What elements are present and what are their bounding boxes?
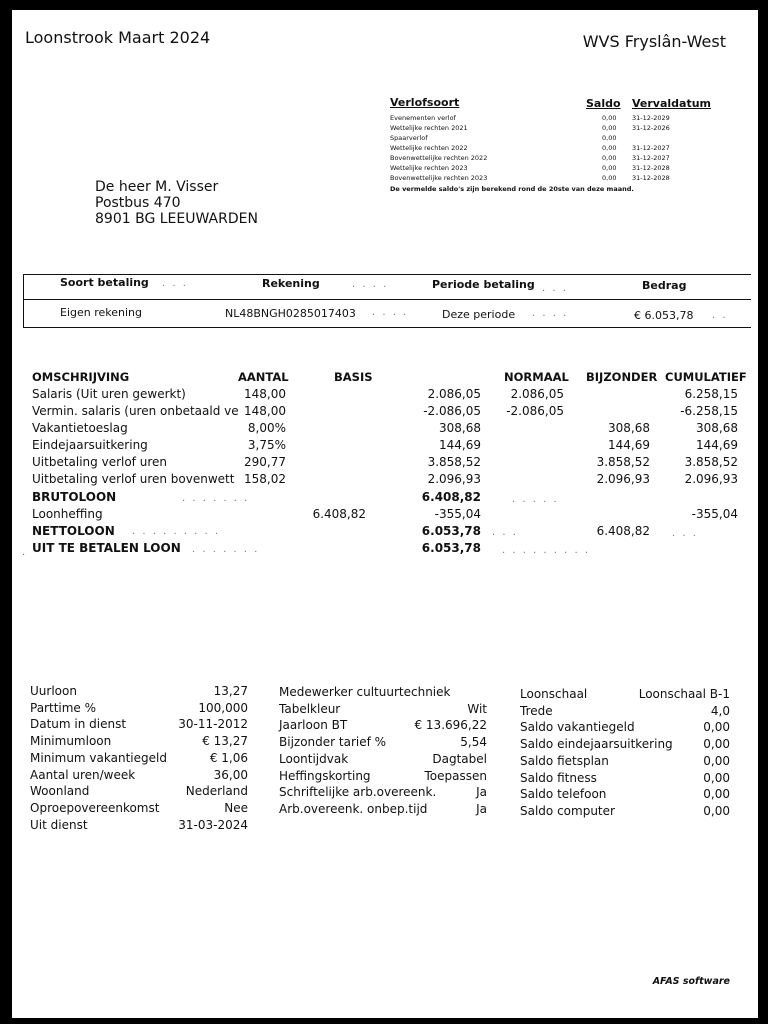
table-row: [12, 438, 758, 455]
leave-type: Bovenwettelijke rechten 2022: [390, 154, 488, 162]
detail-value: 0,00: [703, 720, 730, 735]
tax-amount: -355,04: [434, 507, 481, 521]
leave-expiry: 31-12-2027: [632, 154, 670, 162]
detail-value: 13,27: [213, 684, 248, 698]
detail-label: Oproepovereenkomst: [30, 800, 160, 815]
item-amount: 308,68: [439, 421, 481, 435]
net-amount: 6.053,78: [421, 524, 481, 538]
item-count: 290,77: [244, 455, 286, 469]
employer-name: WVS Fryslân-West: [582, 32, 726, 51]
leave-expiry: 31-12-2029: [632, 114, 670, 122]
detail-value: 0,00: [703, 770, 730, 785]
tax-cumulative: -355,04: [691, 507, 738, 521]
col-header-basis: BASIS: [334, 370, 373, 384]
item-amount: 2.086,05: [427, 387, 481, 401]
detail-label: Uurloon: [30, 684, 77, 698]
leave-balance: 0,00: [602, 174, 617, 182]
item-amount: 3.858,52: [427, 455, 481, 469]
col-header-count: AANTAL: [238, 370, 289, 384]
address-line-pobox: Postbus 470: [95, 195, 181, 211]
detail-label: Loontijdvak: [279, 751, 349, 766]
items-header-row: [12, 370, 758, 387]
leave-type: Spaarverlof: [390, 134, 428, 142]
leave-expiry: 31-12-2028: [632, 174, 670, 182]
payslip-title: Loonstrook Maart 2024: [25, 28, 211, 47]
payment-header-period: Periode betaling: [432, 278, 535, 291]
detail-label: Minimum vakantiegeld: [30, 750, 167, 765]
detail-label: Heffingskorting: [279, 768, 371, 783]
col-header-normal: NORMAAL: [504, 370, 569, 384]
detail-value: 31-03-2024: [178, 817, 248, 832]
payment-account: NL48BNGH0285017403: [225, 307, 356, 320]
detail-label: Saldo computer: [520, 803, 615, 818]
tax-label: Loonheffing: [32, 507, 103, 521]
detail-label: Datum in dienst: [30, 717, 127, 732]
net-special: 6.408,82: [596, 524, 650, 538]
item-normal: -2.086,05: [506, 404, 564, 418]
detail-value: 36,00: [213, 767, 248, 782]
table-row: [12, 455, 758, 472]
detail-value: 0,00: [703, 737, 730, 752]
leave-balance: 0,00: [602, 144, 617, 152]
item-desc: Uitbetaling verlof uren bovenwett: [32, 472, 235, 486]
address-line-city: 8901 BG LEEUWARDEN: [95, 211, 258, 227]
col-header-special: BIJZONDER: [586, 370, 658, 384]
detail-label: Aantal uren/week: [30, 767, 136, 782]
leave-balance: 0,00: [602, 124, 617, 132]
item-desc: Eindejaarsuitkering: [32, 438, 148, 452]
detail-value: 0,00: [703, 803, 730, 818]
leave-type: Wettelijke rechten 2022: [390, 144, 468, 152]
detail-label: Jaarloon BT: [279, 718, 348, 733]
detail-label: Bijzonder tarief %: [279, 735, 387, 750]
afas-logo: AFAS software: [652, 976, 730, 987]
detail-value: Nederland: [185, 784, 248, 799]
item-count: 3,75%: [247, 438, 286, 452]
payment-type: Eigen rekening: [60, 306, 143, 319]
table-row: [12, 472, 758, 489]
leave-expiry: 31-12-2028: [632, 164, 670, 172]
item-special: 3.858,52: [596, 455, 650, 469]
payment-period: Deze periode: [442, 308, 516, 321]
item-cumulative: 3.858,52: [684, 455, 738, 469]
detail-label: Trede: [520, 703, 553, 718]
gross-label: BRUTOLOON: [32, 490, 117, 504]
item-amount: -2.086,05: [423, 404, 481, 418]
item-normal: 2.086,05: [510, 387, 564, 401]
detail-label: Medewerker cultuurtechniek: [279, 685, 451, 699]
detail-label: Tabelkleur: [279, 701, 341, 716]
gross-row: [12, 490, 758, 507]
tax-basis: 6.408,82: [312, 507, 366, 521]
address-line-name: De heer M. Visser: [95, 179, 219, 195]
pay-label: UIT TE BETALEN LOON: [32, 541, 181, 555]
detail-label: Loonschaal: [520, 687, 588, 701]
payment-header-account: Rekening: [262, 277, 320, 290]
item-cumulative: 6.258,15: [684, 387, 738, 401]
item-special: 308,68: [608, 421, 650, 435]
detail-value: 100,000: [198, 700, 248, 715]
leave-balance: 0,00: [602, 164, 617, 172]
leave-expiry: 31-12-2027: [632, 144, 670, 152]
leave-type: Evenementen verlof: [390, 114, 456, 122]
detail-label: Minimumloon: [30, 734, 112, 749]
item-desc: Vermin. salaris (uren onbetaald ve: [32, 404, 239, 418]
item-cumulative: 2.096,93: [684, 472, 738, 486]
tax-row: [12, 507, 758, 524]
leave-type: Bovenwettelijke rechten 2023: [390, 174, 488, 182]
detail-label: Saldo vakantiegeld: [520, 720, 635, 735]
item-count: 148,00: [244, 387, 286, 401]
net-label: NETTOLOON: [32, 524, 115, 538]
item-special: 144,69: [608, 438, 650, 452]
item-amount: 2.096,93: [427, 472, 481, 486]
detail-value: Ja: [476, 801, 487, 816]
detail-value: Nee: [224, 800, 248, 815]
detail-value: Toepassen: [424, 768, 487, 783]
leave-header-balance: Saldo: [586, 97, 621, 110]
col-header-desc: OMSCHRIJVING: [32, 370, 130, 384]
item-count: 158,02: [244, 472, 286, 486]
leave-note: De vermelde saldo's zijn berekend rond de 20ste van deze maand.: [390, 185, 634, 193]
item-cumulative: 144,69: [696, 438, 738, 452]
leave-expiry: 31-12-2026: [632, 124, 670, 132]
col-header-cumulative: CUMULATIEF: [665, 370, 747, 384]
detail-label: Arb.overeenk. onbep.tijd: [279, 801, 428, 816]
payment-header-type: Soort betaling: [60, 276, 149, 289]
detail-label: Schriftelijke arb.overeenk.: [279, 785, 437, 800]
detail-label: Woonland: [30, 784, 90, 799]
detail-label: Saldo eindejaarsuitkering: [520, 737, 673, 752]
leave-balance: 0,00: [602, 154, 617, 162]
item-count: 8,00%: [247, 421, 286, 435]
detail-value: € 13,27: [202, 734, 248, 749]
detail-value: 0,00: [703, 787, 730, 802]
detail-value: 4,0: [710, 703, 730, 718]
detail-value: € 1,06: [209, 750, 248, 765]
detail-value: 30-11-2012: [178, 717, 248, 732]
pay-amount: 6.053,78: [421, 541, 481, 555]
leave-header-type: Verlofsoort: [390, 96, 460, 109]
net-row: [12, 524, 758, 541]
item-cumulative: -6.258,15: [680, 404, 738, 418]
detail-value: Wit: [467, 701, 487, 716]
detail-value: 0,00: [703, 753, 730, 768]
leave-header-expiry: Vervaldatum: [632, 97, 712, 110]
leave-type: Wettelijke rechten 2023: [390, 164, 468, 172]
pay-row: [12, 541, 758, 558]
detail-value: Ja: [476, 785, 487, 800]
detail-label: Saldo fitness: [520, 770, 597, 785]
item-desc: Salaris (Uit uren gewerkt): [32, 387, 186, 401]
gross-amount: 6.408,82: [421, 490, 481, 504]
item-desc: Vakantietoeslag: [32, 421, 128, 435]
detail-label: Uit dienst: [30, 817, 88, 832]
detail-value: Dagtabel: [432, 751, 487, 766]
table-row: [12, 404, 758, 421]
table-row: [12, 421, 758, 438]
leave-balance: 0,00: [602, 134, 617, 142]
payslip-page: Loonstrook Maart 2024 WVS Fryslân-West Verlofsoort Saldo Vervaldatum Evenementen verlof 0,00 31-12-2029 Wettelijke rechten 2021 0,00 31-12-2026 Spaarverlof 0,00 Wettelijke rechten 2022 0,00 31-12-2027 Bovenwettelijke rechten 2022 0,00 31-12-2027 Wettelijke rechten 2023 0,00 31-12-2028 Bovenwettelijke rechten 2023 0,00 31-12-2028 De vermelde saldo's zijn berekend rond de 20ste van deze maand. De heer M. Visser Postbus 470 8901 BG LEEUWARDEN Soort betaling Rekening Periode betaling Bedrag Eigen rekening NL48BNGH0285017403 Deze periode € 6.053,78 · · · · · · · · · · · · · · · · · · · · OMSCHRIJVING AANTAL BASIS NORMAAL BIJZONDER CUMULATIEF Salaris (Uit uren gewerkt) 148,00 2.086,05 2.086,05 6.258,15 Vermin. salaris (uren onbetaald ve 148,00 -2.086,05 -2.086,05 -6.258,15 Vakantietoeslag 8,00% 308,68 308,68 308,68 Eindejaarsuitkering 3,75% 144,69 144,69 144,69 Uitbetaling verlof uren 290,77 3.858,52 3.858,52 3.858,52 Uitbetaling verlof uren bovenwett 158,02 2.096,93 2.096,93 2.096,93 BRUTOLOON 6.408,82 Loonheffing 6.408,82 -355,04 -355,04 NETTOLOON 6.053,78 6.408,82 UIT TE BETALEN LOON 6.053,78 · · · · · · · · · · · · · · · · · · · · · · · · · · · · · · · · · · · · · · · · · · · · Uurloon 13,27 Parttime % 100,000 Datum in dienst 30-11-2012 Minimumloon € 13,27 Minimum vakantiegeld € 1,06 Aantal uren/week 36,00 Woonland Nederland Oproepovereenkomst Nee Uit dienst 31-03-2024 Medewerker cultuurtechniek Tabelkleur Wit Jaarloon BT € 13.696,22 Bijzonder tarief % 5,54 Loontijdvak Dagtabel Heffingskorting Toepassen Schriftelijke arb.overeenk. Ja Arb.overeenk. onbep.tijd Ja Loonschaal Loonschaal B-1 Trede 4,0 Saldo vakantiegeld 0,00 Saldo eindejaarsuitkering 0,00 Saldo fietsplan 0,00 Saldo fitness 0,00 Saldo telefoon 0,00 Saldo computer 0,00 AFAS software: [12, 10, 758, 1018]
detail-label: Saldo fietsplan: [520, 753, 609, 768]
item-desc: Uitbetaling verlof uren: [32, 455, 167, 469]
payment-header-amount: Bedrag: [642, 279, 687, 292]
payment-amount: € 6.053,78: [634, 309, 694, 322]
item-cumulative: 308,68: [696, 421, 738, 435]
detail-label: Saldo telefoon: [520, 787, 607, 802]
detail-value: 5,54: [460, 735, 487, 750]
detail-label: Parttime %: [30, 700, 97, 715]
table-row: [12, 387, 758, 404]
item-amount: 144,69: [439, 438, 481, 452]
leave-type: Wettelijke rechten 2021: [390, 124, 468, 132]
detail-value: Loonschaal B-1: [638, 687, 730, 701]
leave-balance: 0,00: [602, 114, 617, 122]
item-special: 2.096,93: [596, 472, 650, 486]
item-count: 148,00: [244, 404, 286, 418]
detail-value: € 13.696,22: [414, 718, 487, 733]
